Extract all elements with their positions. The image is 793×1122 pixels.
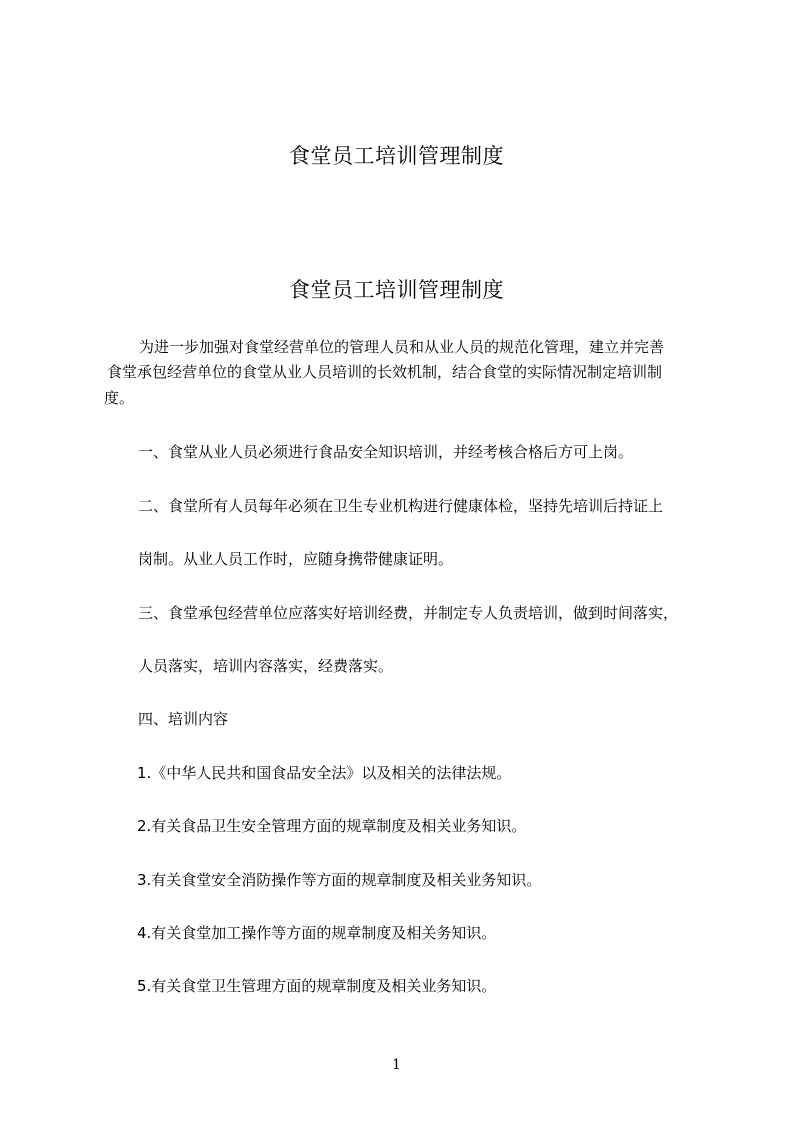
intro-line-2: 食堂承包经营单位的食堂从业人员培训的长效机制，结合食堂的实际情况制定培训制 bbox=[107, 363, 663, 381]
intro-line-3: 度。 bbox=[104, 389, 135, 407]
training-item-5: 5.有关食堂卫生管理方面的规章制度及相关业务知识。 bbox=[137, 977, 497, 995]
clause-four: 四、培训内容 bbox=[138, 710, 229, 728]
clause-one: 一、食堂从业人员必须进行食品安全知识培训，并经考核合格后方可上岗。 bbox=[138, 443, 634, 461]
clause-three-line-2: 人员落实，培训内容落实，经费落实。 bbox=[138, 657, 394, 675]
header-title: 食堂员工培训管理制度 bbox=[289, 144, 504, 168]
document-title: 食堂员工培训管理制度 bbox=[289, 278, 504, 302]
training-item-4: 4.有关食堂加工操作等方面的规章制度及相关务知识。 bbox=[137, 924, 497, 942]
training-item-2: 2.有关食品卫生安全管理方面的规章制度及相关业务知识。 bbox=[137, 817, 527, 835]
clause-two-line-1: 二、食堂所有人员每年必须在卫生专业机构进行健康体检，坚持先培训后持证上 bbox=[138, 497, 664, 515]
clause-three-line-1: 三、食堂承包经营单位应落实好培训经费，并制定专人负责培训，做到时间落实， bbox=[138, 604, 679, 622]
training-item-3: 3.有关食堂安全消防操作等方面的规章制度及相关业务知识。 bbox=[137, 871, 542, 889]
clause-two-line-2: 岗制。从业人员工作时，应随身携带健康证明。 bbox=[138, 550, 454, 568]
intro-line-1: 为进一步加强对食堂经营单位的管理人员和从业人员的规范化管理，建立并完善 bbox=[139, 338, 665, 356]
page-number: 1 bbox=[392, 1057, 401, 1073]
training-item-1: 1.《中华人民共和国食品安全法》以及相关的法律法规。 bbox=[137, 764, 512, 782]
